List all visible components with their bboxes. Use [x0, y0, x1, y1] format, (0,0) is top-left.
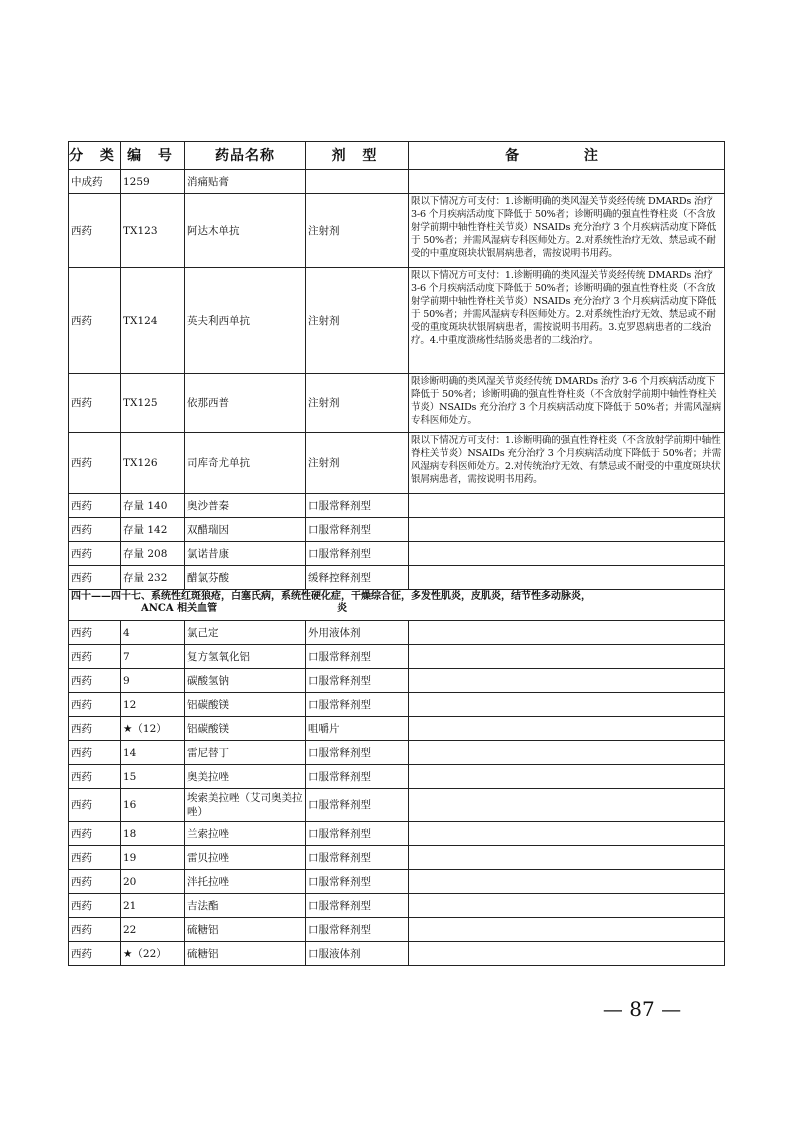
cell-code: TX123 — [121, 194, 185, 268]
header-code: 编 号 — [121, 142, 185, 170]
drug-table — [68, 141, 725, 966]
cell-code: 7 — [121, 645, 185, 669]
cell-notes — [409, 918, 725, 942]
cell-form: 外用液体剂 — [306, 621, 409, 645]
cell-category: 西药 — [69, 374, 121, 433]
page-number: — 87 — — [602, 997, 682, 1021]
cell-form: 口服常释剂型 — [306, 494, 409, 518]
cell-code: 21 — [121, 894, 185, 918]
cell-name: 氯诺昔康 — [185, 542, 306, 566]
cell-notes — [409, 765, 725, 789]
cell-category: 西药 — [69, 741, 121, 765]
cell-form: 口服常释剂型 — [306, 518, 409, 542]
cell-name: 硫糖铝 — [185, 942, 306, 966]
cell-notes: 限以下情况方可支付：1.诊断明确的类风湿关节炎经传统 DMARDs 治疗 3-6 个月疾病活动度下降低于 50%者；诊断明确的强直性脊柱炎（不含放射学前期中轴性脊柱关节炎）NSAIDs 充分治疗 3 个月疾病活动度下降低于 50%者；并需风湿病专科医师处方。2.对系统性治疗无效、禁忌或不耐受的重度斑块状银屑病患者，需按说明书用药。3.克罗恩病患者的二线治疗。4.中重度溃疡性结肠炎患者的二线治疗。 — [409, 268, 725, 374]
table-row — [69, 789, 725, 822]
cell-form: 口服常释剂型 — [306, 765, 409, 789]
cell-category: 西药 — [69, 518, 121, 542]
cell-notes — [409, 518, 725, 542]
cell-name: 吉法酯 — [185, 894, 306, 918]
cell-category: 西药 — [69, 918, 121, 942]
table-header-row — [69, 142, 725, 170]
cell-code: 16 — [121, 789, 185, 822]
cell-notes — [409, 621, 725, 645]
cell-code: 15 — [121, 765, 185, 789]
cell-category: 西药 — [69, 542, 121, 566]
cell-notes — [409, 870, 725, 894]
cell-name: 氯己定 — [185, 621, 306, 645]
section-heading-line1: 四十——四十七、系统性红斑狼疮，白塞氏病，系统性硬化症，干燥综合征，多发性肌炎，皮肌炎，结节性多动脉炎， — [71, 591, 591, 602]
cell-code: 存量 142 — [121, 518, 185, 542]
cell-name: 铝碳酸镁 — [185, 693, 306, 717]
cell-name: 复方氢氧化铝 — [185, 645, 306, 669]
table-row — [69, 918, 725, 942]
table-row — [69, 822, 725, 846]
cell-notes: 限以下情况方可支付：1.诊断明确的类风湿关节炎经传统 DMARDs 治疗 3-6 个月疾病活动度下降低于 50%者；诊断明确的强直性脊柱炎（不含放射学前期中轴性脊柱关节炎）NSAIDs 充分治疗 3 个月疾病活动度下降低于 50%者；并需风湿病专科医师处方。2.对系统性治疗无效、禁忌或不耐受的中重度斑块状银屑病患者，需按说明书用药。 — [409, 194, 725, 268]
cell-category: 西药 — [69, 693, 121, 717]
cell-code: 存量 232 — [121, 566, 185, 590]
cell-notes: 限以下情况方可支付：1.诊断明确的强直性脊柱炎（不含放射学前期中轴性脊柱关节炎）NSAIDs 充分治疗 3 个月疾病活动度下降低于 50%者；并需风湿病专科医师处方。2.对传统治疗无效、有禁忌或不耐受的中重度斑块状银屑病患者，需按说明书用药。 — [409, 433, 725, 494]
cell-category: 西药 — [69, 268, 121, 374]
table-row — [69, 518, 725, 542]
cell-form: 口服常释剂型 — [306, 645, 409, 669]
table-row — [69, 669, 725, 693]
cell-category: 中成药 — [69, 170, 121, 194]
section-heading-line2 — [71, 603, 722, 615]
cell-category: 西药 — [69, 765, 121, 789]
cell-code: TX125 — [121, 374, 185, 433]
cell-notes — [409, 822, 725, 846]
cell-name: 雷尼替丁 — [185, 741, 306, 765]
cell-category: 西药 — [69, 433, 121, 494]
table-row — [69, 542, 725, 566]
cell-form: 口服常释剂型 — [306, 870, 409, 894]
cell-form: 缓释控释剂型 — [306, 566, 409, 590]
cell-form — [306, 170, 409, 194]
cell-notes — [409, 741, 725, 765]
cell-form: 咀嚼片 — [306, 717, 409, 741]
cell-category: 西药 — [69, 822, 121, 846]
cell-code: ★（12） — [121, 717, 185, 741]
table-row — [69, 621, 725, 645]
cell-form: 注射剂 — [306, 268, 409, 374]
cell-form: 口服常释剂型 — [306, 846, 409, 870]
cell-category: 西药 — [69, 494, 121, 518]
cell-category: 西药 — [69, 789, 121, 822]
cell-form: 口服常释剂型 — [306, 542, 409, 566]
cell-code: 存量 140 — [121, 494, 185, 518]
cell-name: 泮托拉唑 — [185, 870, 306, 894]
cell-name: 消痛贴膏 — [185, 170, 306, 194]
header-name: 药品名称 — [185, 142, 306, 170]
cell-code: 12 — [121, 693, 185, 717]
cell-code: 22 — [121, 918, 185, 942]
cell-code: 18 — [121, 822, 185, 846]
cell-code: 20 — [121, 870, 185, 894]
cell-form: 口服常释剂型 — [306, 822, 409, 846]
cell-code: ★（22） — [121, 942, 185, 966]
cell-form: 口服常释剂型 — [306, 693, 409, 717]
cell-name: 铝碳酸镁 — [185, 717, 306, 741]
table-row — [69, 942, 725, 966]
cell-code: 9 — [121, 669, 185, 693]
cell-category: 西药 — [69, 942, 121, 966]
table-row — [69, 494, 725, 518]
cell-code: 1259 — [121, 170, 185, 194]
cell-notes — [409, 894, 725, 918]
cell-name: 奥沙普秦 — [185, 494, 306, 518]
table-row — [69, 693, 725, 717]
table-row — [69, 170, 725, 194]
cell-category: 西药 — [69, 669, 121, 693]
cell-code: 4 — [121, 621, 185, 645]
cell-category: 西药 — [69, 645, 121, 669]
cell-form: 注射剂 — [306, 374, 409, 433]
header-notes: 备 注 — [409, 142, 725, 170]
section-heading-line2a: ANCA 相关血管 — [141, 603, 218, 614]
cell-category: 西药 — [69, 717, 121, 741]
cell-name: 依那西普 — [185, 374, 306, 433]
cell-notes — [409, 693, 725, 717]
cell-notes — [409, 170, 725, 194]
table-row — [69, 433, 725, 494]
section-heading-row — [69, 590, 725, 621]
cell-code: 14 — [121, 741, 185, 765]
cell-form: 口服常释剂型 — [306, 789, 409, 822]
cell-name: 司库奇尤单抗 — [185, 433, 306, 494]
cell-code: TX124 — [121, 268, 185, 374]
cell-form: 口服液体剂 — [306, 942, 409, 966]
section-heading-line2b: 炎 — [337, 603, 348, 614]
cell-form: 口服常释剂型 — [306, 894, 409, 918]
section-heading — [69, 590, 725, 621]
cell-notes — [409, 789, 725, 822]
cell-notes — [409, 942, 725, 966]
cell-name: 醋氯芬酸 — [185, 566, 306, 590]
cell-notes — [409, 645, 725, 669]
table-row — [69, 194, 725, 268]
cell-name: 英夫利西单抗 — [185, 268, 306, 374]
cell-form: 注射剂 — [306, 194, 409, 268]
cell-category: 西药 — [69, 194, 121, 268]
table-row — [69, 765, 725, 789]
cell-category: 西药 — [69, 621, 121, 645]
cell-notes — [409, 566, 725, 590]
cell-category: 西药 — [69, 846, 121, 870]
cell-code: 19 — [121, 846, 185, 870]
cell-notes — [409, 717, 725, 741]
cell-name: 雷贝拉唑 — [185, 846, 306, 870]
cell-notes — [409, 494, 725, 518]
cell-category: 西药 — [69, 894, 121, 918]
table-row — [69, 894, 725, 918]
table-row — [69, 870, 725, 894]
cell-form: 口服常释剂型 — [306, 918, 409, 942]
cell-notes — [409, 669, 725, 693]
table-row — [69, 268, 725, 374]
cell-notes — [409, 542, 725, 566]
table-row — [69, 374, 725, 433]
cell-notes: 限诊断明确的类风湿关节炎经传统 DMARDs 治疗 3-6 个月疾病活动度下降低于 50%者；诊断明确的强直性脊柱炎（不含放射学前期中轴性脊柱关节炎）NSAIDs 充分治疗 3 个月疾病活动度下降低于 50%者；并需风湿病专科医师处方。 — [409, 374, 725, 433]
cell-form: 口服常释剂型 — [306, 669, 409, 693]
header-form: 剂 型 — [306, 142, 409, 170]
cell-code: TX126 — [121, 433, 185, 494]
cell-code: 存量 208 — [121, 542, 185, 566]
cell-category: 西药 — [69, 870, 121, 894]
cell-name: 碳酸氢钠 — [185, 669, 306, 693]
header-category: 分 类 — [69, 142, 121, 170]
cell-name: 埃索美拉唑（艾司奥美拉唑） — [185, 789, 306, 822]
table-row — [69, 645, 725, 669]
table-row — [69, 566, 725, 590]
cell-form: 口服常释剂型 — [306, 741, 409, 765]
cell-category: 西药 — [69, 566, 121, 590]
table-row — [69, 717, 725, 741]
cell-name: 奥美拉唑 — [185, 765, 306, 789]
table-row — [69, 846, 725, 870]
cell-notes — [409, 846, 725, 870]
cell-name: 兰索拉唑 — [185, 822, 306, 846]
cell-form: 注射剂 — [306, 433, 409, 494]
cell-name: 双醋瑞因 — [185, 518, 306, 542]
table-row — [69, 741, 725, 765]
cell-name: 硫糖铝 — [185, 918, 306, 942]
cell-name: 阿达木单抗 — [185, 194, 306, 268]
